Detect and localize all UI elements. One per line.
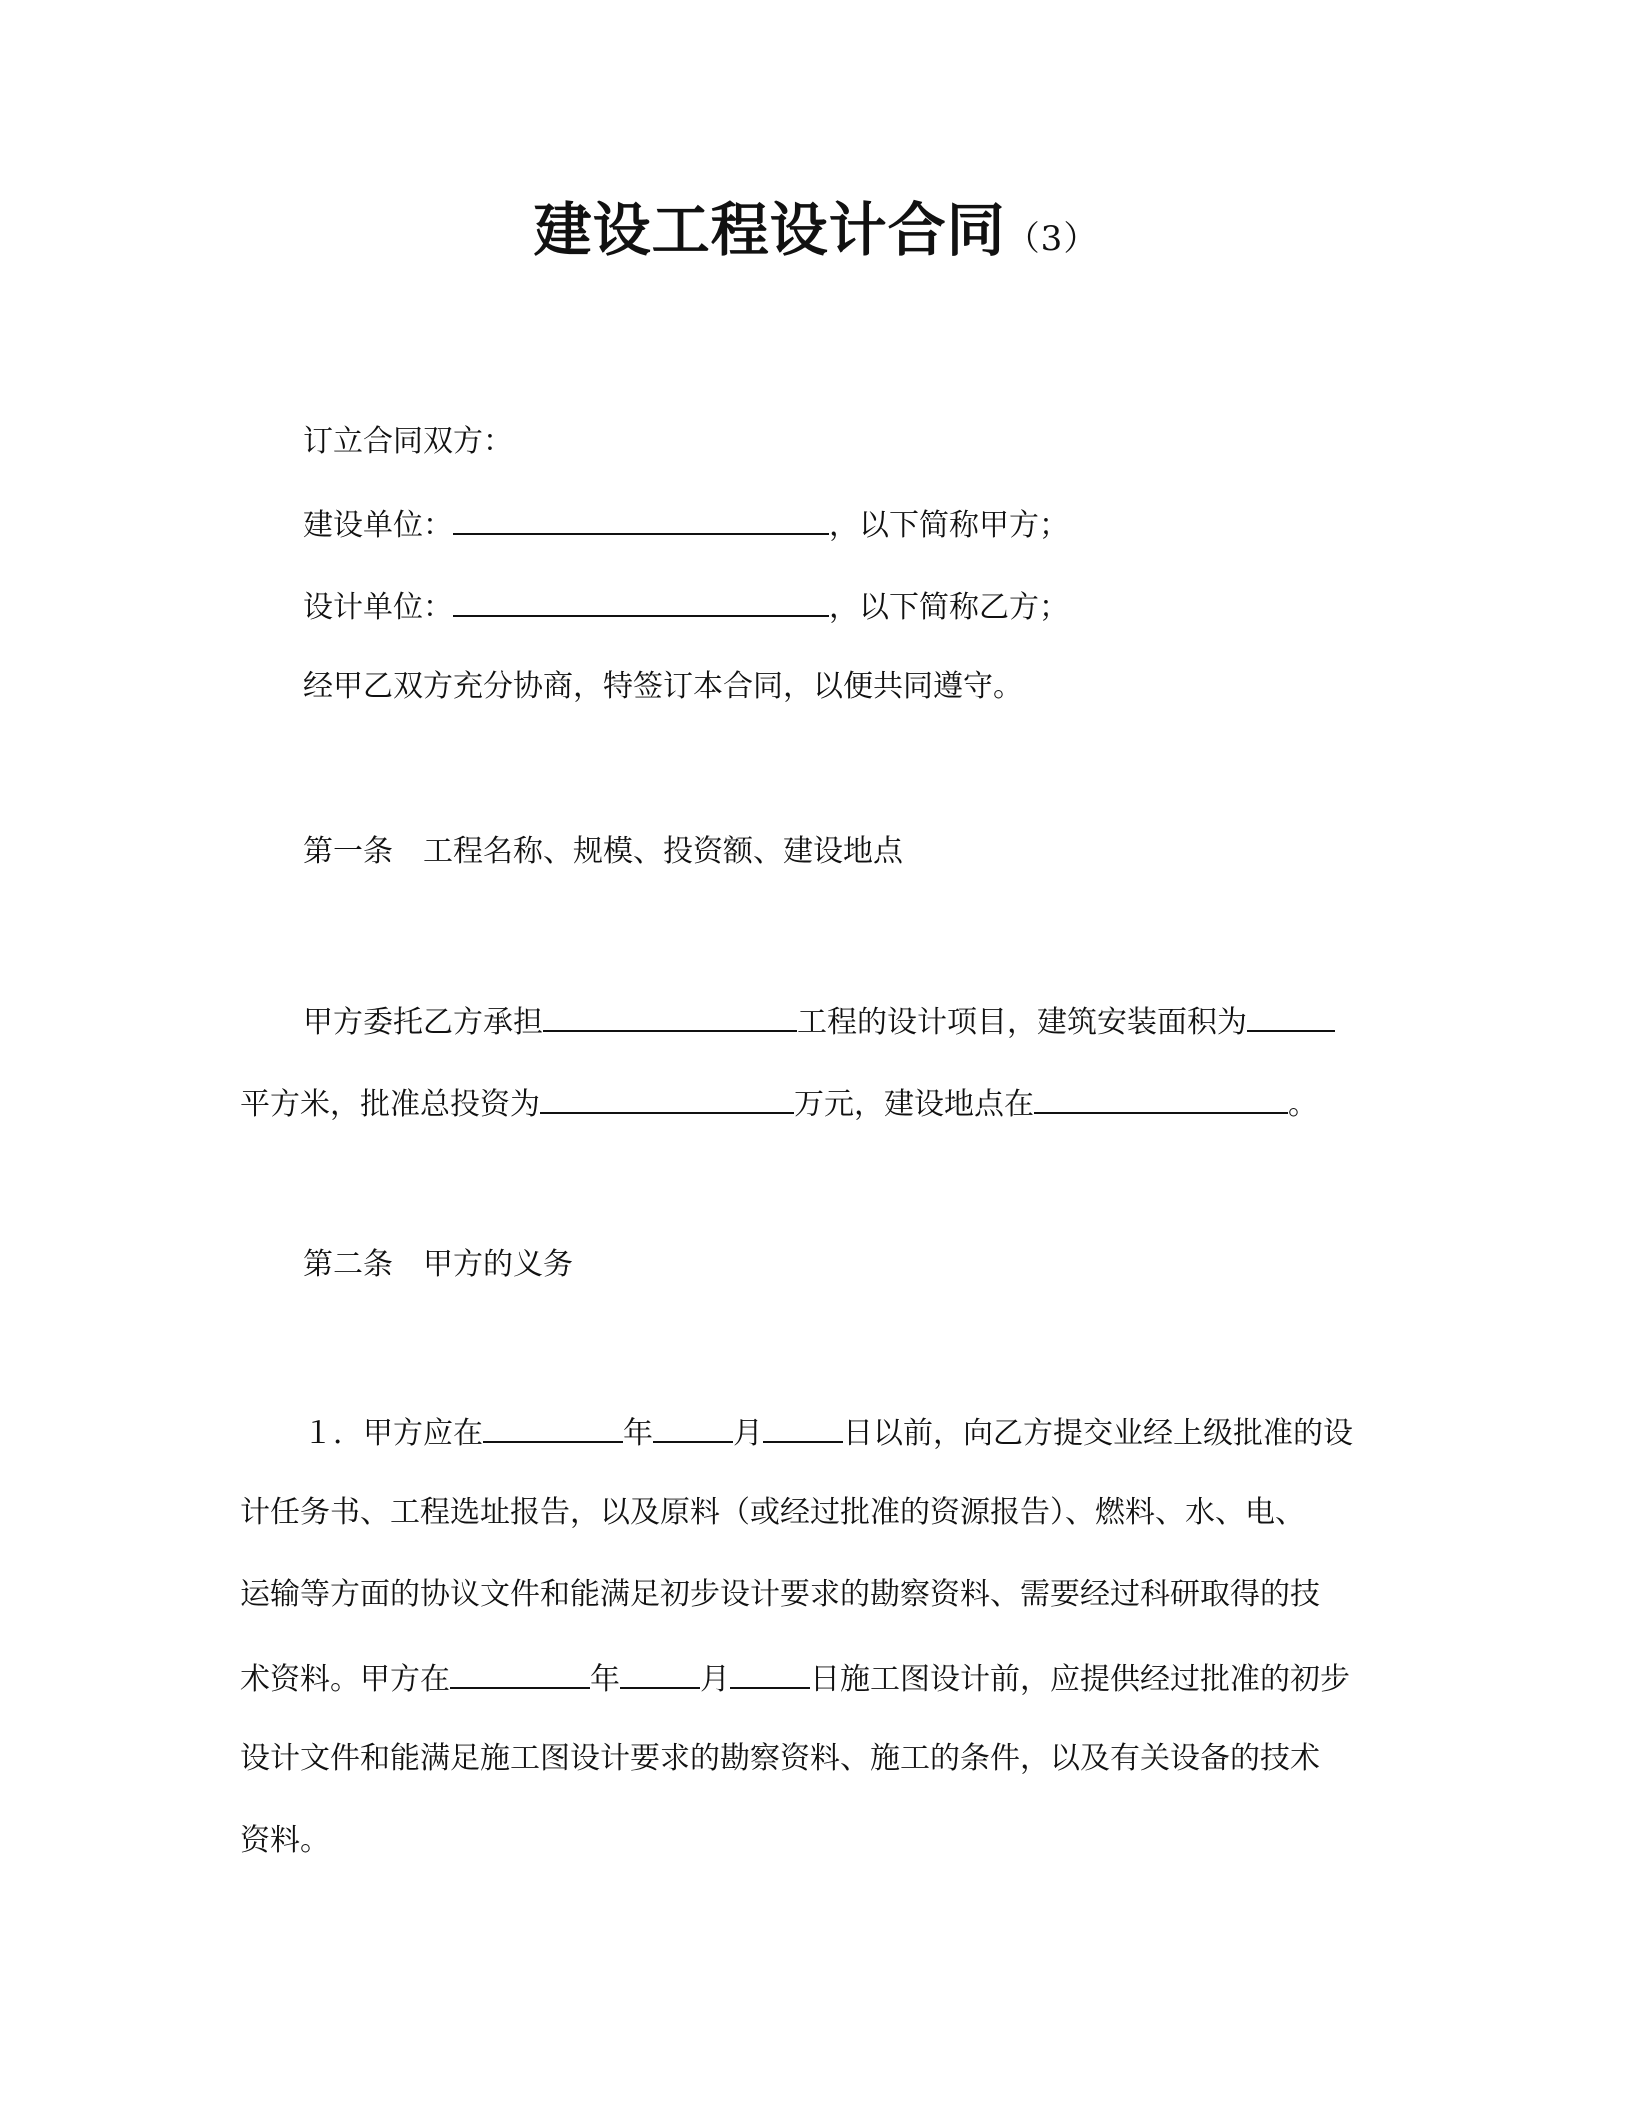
title-suffix: （3） bbox=[1005, 219, 1099, 259]
article-1-line-1 bbox=[303, 1000, 1335, 1043]
parties-heading: 订立合同双方： bbox=[303, 424, 513, 459]
month-label-1: 月 bbox=[733, 1416, 763, 1451]
item-1-prefix: １．甲方应在 bbox=[303, 1416, 483, 1451]
article-1-text-d: 万元，建设地点在 bbox=[794, 1087, 1034, 1122]
investment-blank[interactable] bbox=[540, 1082, 794, 1114]
party-b-blank[interactable] bbox=[453, 585, 829, 617]
item-1-line-4-prefix: 术资料。甲方在 bbox=[240, 1662, 450, 1697]
month-blank-1[interactable] bbox=[653, 1411, 733, 1443]
day-blank-2[interactable] bbox=[730, 1657, 810, 1689]
party-b-line bbox=[303, 585, 1069, 628]
article-1-line-2 bbox=[240, 1082, 1318, 1125]
party-a-suffix: ，以下简称甲方； bbox=[829, 508, 1069, 543]
party-a-blank[interactable] bbox=[453, 503, 829, 535]
year-label-1: 年 bbox=[623, 1416, 653, 1451]
day-blank-1[interactable] bbox=[763, 1411, 843, 1443]
item-1-rest: 日以前，向乙方提交业经上级批准的设 bbox=[843, 1416, 1353, 1451]
article-2-number: 第二条 bbox=[303, 1247, 393, 1282]
month-label-2: 月 bbox=[700, 1662, 730, 1697]
item-1-line-4-rest: 日施工图设计前，应提供经过批准的初步 bbox=[810, 1662, 1350, 1697]
article-2-line-5: 设计文件和能满足施工图设计要求的勘察资料、施工的条件，以及有关设备的技术 bbox=[240, 1741, 1320, 1776]
title-main: 建设工程设计合同 bbox=[533, 196, 1006, 264]
month-blank-2[interactable] bbox=[620, 1657, 700, 1689]
article-1-text-e: 。 bbox=[1288, 1087, 1318, 1122]
area-blank[interactable] bbox=[1247, 1000, 1335, 1032]
party-a-label: 建设单位： bbox=[303, 508, 453, 543]
document-title bbox=[0, 190, 1632, 279]
article-2-title: 甲方的义务 bbox=[423, 1247, 573, 1282]
article-1-text-b: 工程的设计项目，建筑安装面积为 bbox=[797, 1005, 1247, 1040]
article-1-text-a: 甲方委托乙方承担 bbox=[303, 1005, 543, 1040]
year-blank-2[interactable] bbox=[450, 1657, 590, 1689]
article-2-heading bbox=[303, 1245, 573, 1285]
location-blank[interactable] bbox=[1034, 1082, 1288, 1114]
article-2-line-6: 资料。 bbox=[240, 1823, 330, 1858]
year-blank-1[interactable] bbox=[483, 1411, 623, 1443]
year-label-2: 年 bbox=[590, 1662, 620, 1697]
article-1-number: 第一条 bbox=[303, 834, 393, 869]
party-b-label: 设计单位： bbox=[303, 590, 453, 625]
project-name-blank[interactable] bbox=[543, 1000, 797, 1032]
party-b-suffix: ，以下简称乙方； bbox=[829, 590, 1069, 625]
article-1-text-c: 平方米，批准总投资为 bbox=[240, 1087, 540, 1122]
article-1-title: 工程名称、规模、投资额、建设地点 bbox=[423, 834, 903, 869]
article-2-line-3: 运输等方面的协议文件和能满足初步设计要求的勘察资料、需要经过科研取得的技 bbox=[240, 1577, 1320, 1612]
article-2-line-4 bbox=[240, 1657, 1350, 1700]
party-a-line bbox=[303, 503, 1069, 546]
article-1-heading bbox=[303, 832, 903, 872]
article-2-line-1 bbox=[303, 1411, 1353, 1454]
article-2-line-2: 计任务书、工程选址报告，以及原料（或经过批准的资源报告）、燃料、水、电、 bbox=[240, 1495, 1305, 1530]
agreement-text: 经甲乙双方充分协商，特签订本合同，以便共同遵守。 bbox=[303, 669, 1023, 704]
